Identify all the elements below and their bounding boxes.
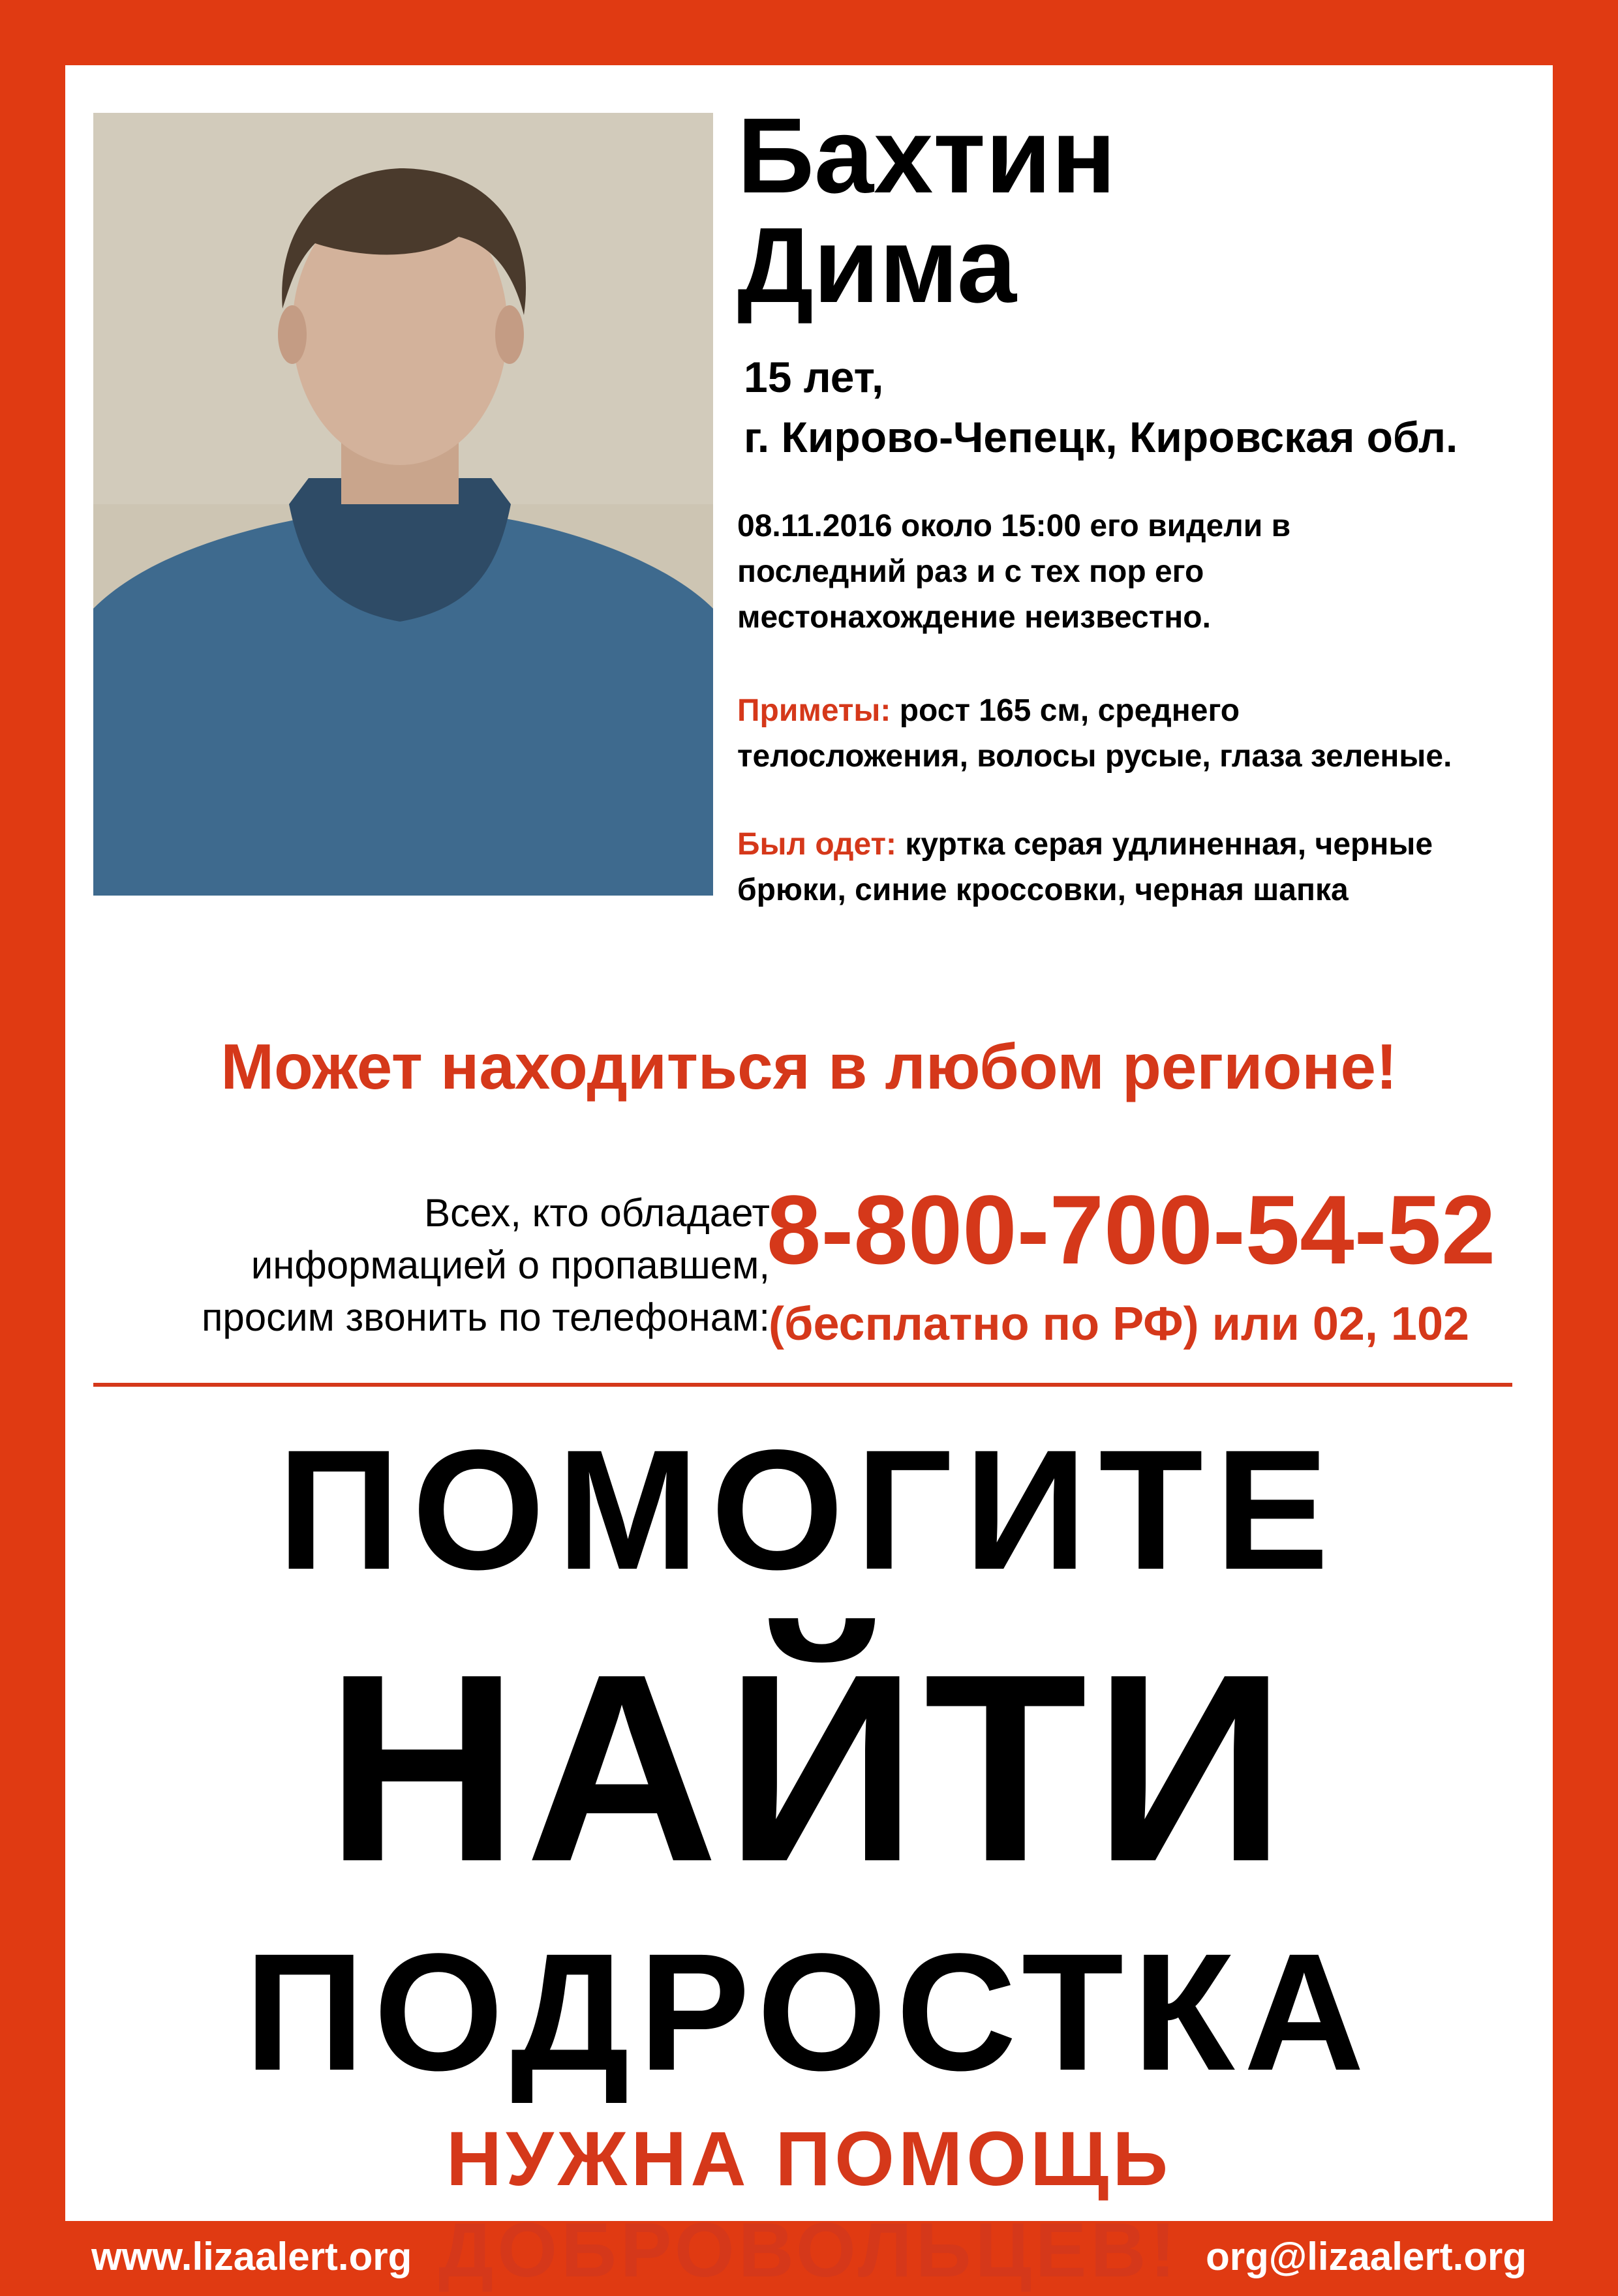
age: 15 лет, xyxy=(744,353,884,401)
dressed-text: куртка серая удлиненная, черные xyxy=(905,827,1433,862)
email-link[interactable]: org@lizaalert.org xyxy=(1206,2235,1527,2278)
surname: Бахтин xyxy=(737,96,1116,215)
signs-text: рост 165 см, среднего xyxy=(899,693,1240,728)
seen-line: 08.11.2016 около 15:00 его видели в xyxy=(737,509,1291,543)
last-seen-text xyxy=(737,504,1540,641)
headline-find: НАЙТИ xyxy=(326,1618,1292,1917)
portrait-illustration xyxy=(93,113,713,896)
signs-text: телосложения, волосы русые, глаза зеленые. xyxy=(737,739,1452,774)
headline-help: ПОМОГИТЕ xyxy=(277,1414,1341,1605)
contact-request xyxy=(85,1187,770,1344)
description-clothing xyxy=(737,822,1546,913)
phone-note: (бесплатно по РФ) или 02, 102 xyxy=(769,1298,1470,1350)
dressed-text: брюки, синие кроссовки, черная шапка xyxy=(737,873,1349,907)
contact-line: просим звонить по телефонам: xyxy=(201,1295,770,1339)
website-link[interactable]: www.lizaalert.org xyxy=(91,2235,412,2278)
divider-line xyxy=(93,1383,1512,1387)
headline-teen: ПОДРОСТКА xyxy=(244,1919,1374,2106)
hotline-phone[interactable]: 8-800-700-54-52 xyxy=(767,1175,1496,1284)
location: г. Кирово-Чепецк, Кировская обл. xyxy=(744,413,1458,461)
seen-line: местонахождение неизвестно. xyxy=(737,600,1211,635)
footer xyxy=(91,2234,1527,2280)
seen-line: последний раз и с тех пор его xyxy=(737,554,1204,589)
first-name: Дима xyxy=(737,205,1017,325)
volunteers-needed: НУЖНА ПОМОЩЬ ДОБРОВОЛЬЦЕВ! xyxy=(438,2116,1180,2293)
contact-line: Всех, кто обладает xyxy=(424,1191,770,1235)
dressed-label: Был одет: xyxy=(737,827,897,862)
missing-person-photo xyxy=(93,113,713,896)
signs-label: Приметы: xyxy=(737,693,891,728)
description-signs xyxy=(737,688,1546,779)
age-location xyxy=(744,347,1546,467)
contact-line: информацией о пропавшем, xyxy=(251,1243,770,1287)
person-name xyxy=(737,96,1520,325)
region-notice: Может находиться в любом регионе! xyxy=(221,1031,1397,1102)
